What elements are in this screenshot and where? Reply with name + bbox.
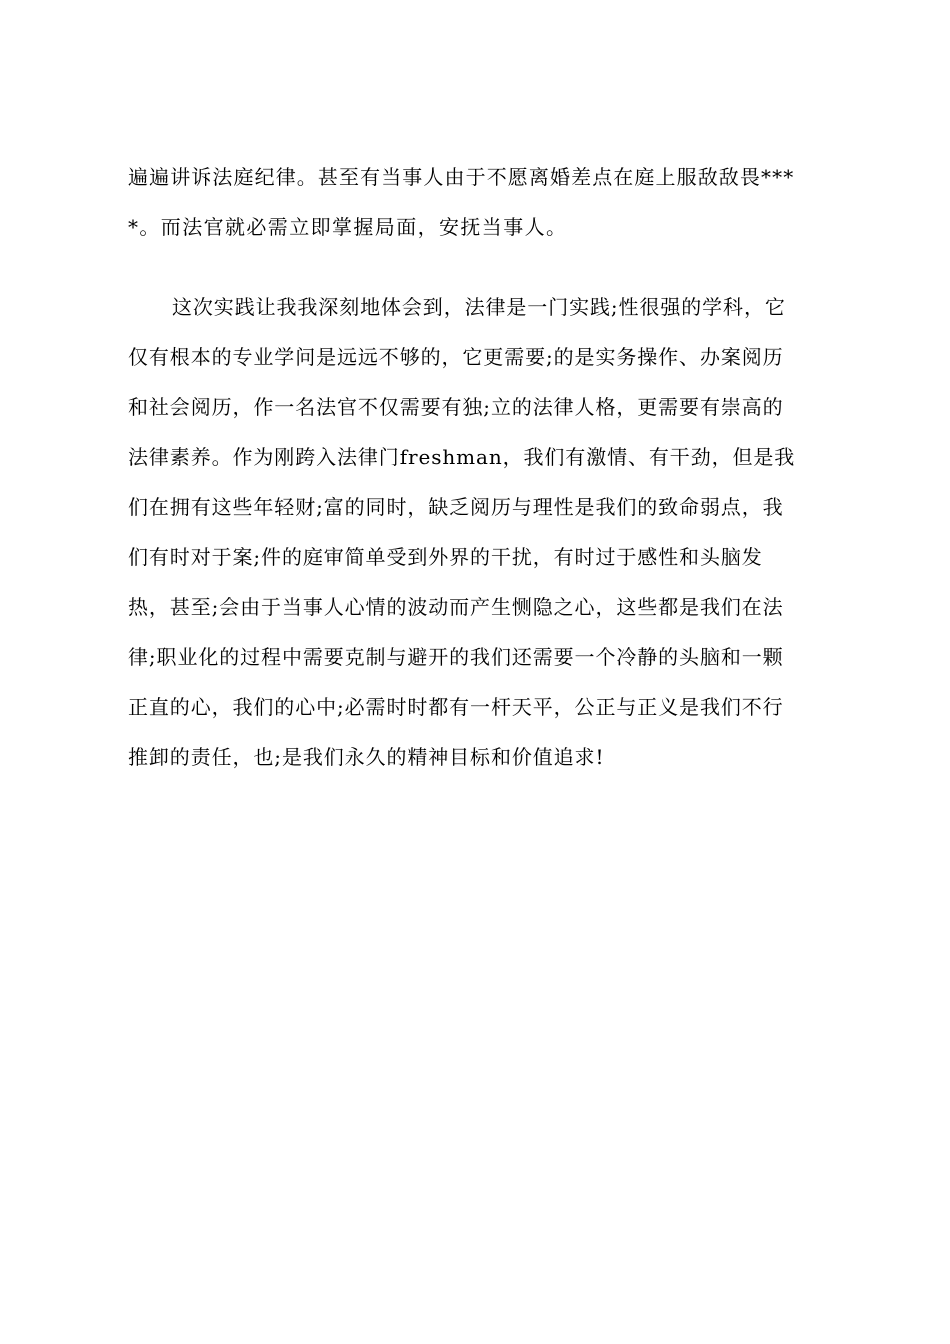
paragraph-first-line: 这次实践让我我深刻地体会到，法律是一门实践;性很强的学科，它 [172, 295, 786, 319]
text-line: *。而法官就必需立即掌握局面，安抚当事人。 [128, 215, 568, 239]
text-line: 正直的心，我们的心中;必需时时都有一杆天平，公正与正义是我们不行 [128, 695, 784, 719]
text-line: 们在拥有这些年轻财;富的同时，缺乏阅历与理性是我们的致命弱点，我 [128, 495, 784, 519]
text-line: 们有时对于案;件的庭审简单受到外界的干扰，有时过于感性和头脑发 [128, 545, 763, 569]
text-line: 仅有根本的专业学问是远远不够的，它更需要;的是实务操作、办案阅历 [128, 345, 784, 369]
text-line: 律;职业化的过程中需要克制与避开的我们还需要一个冷静的头脑和一颗 [128, 645, 784, 669]
body-text [128, 160, 832, 775]
text-line: 热，甚至;会由于当事人心情的波动而产生恻隐之心，这些都是我们在法 [128, 595, 784, 619]
text-line: 法律素养。作为刚跨入法律门freshman，我们有激情、有干劲，但是我 [128, 445, 796, 469]
text-line: 和社会阅历，作一名法官不仅需要有独;立的法律人格，更需要有崇高的 [128, 395, 784, 419]
text-line: 推卸的责任，也;是我们永久的精神目标和价值追求! [128, 745, 605, 769]
text-line: 遍遍讲诉法庭纪律。甚至有当事人由于不愿离婚差点在庭上服敌敌畏*** [128, 165, 795, 189]
